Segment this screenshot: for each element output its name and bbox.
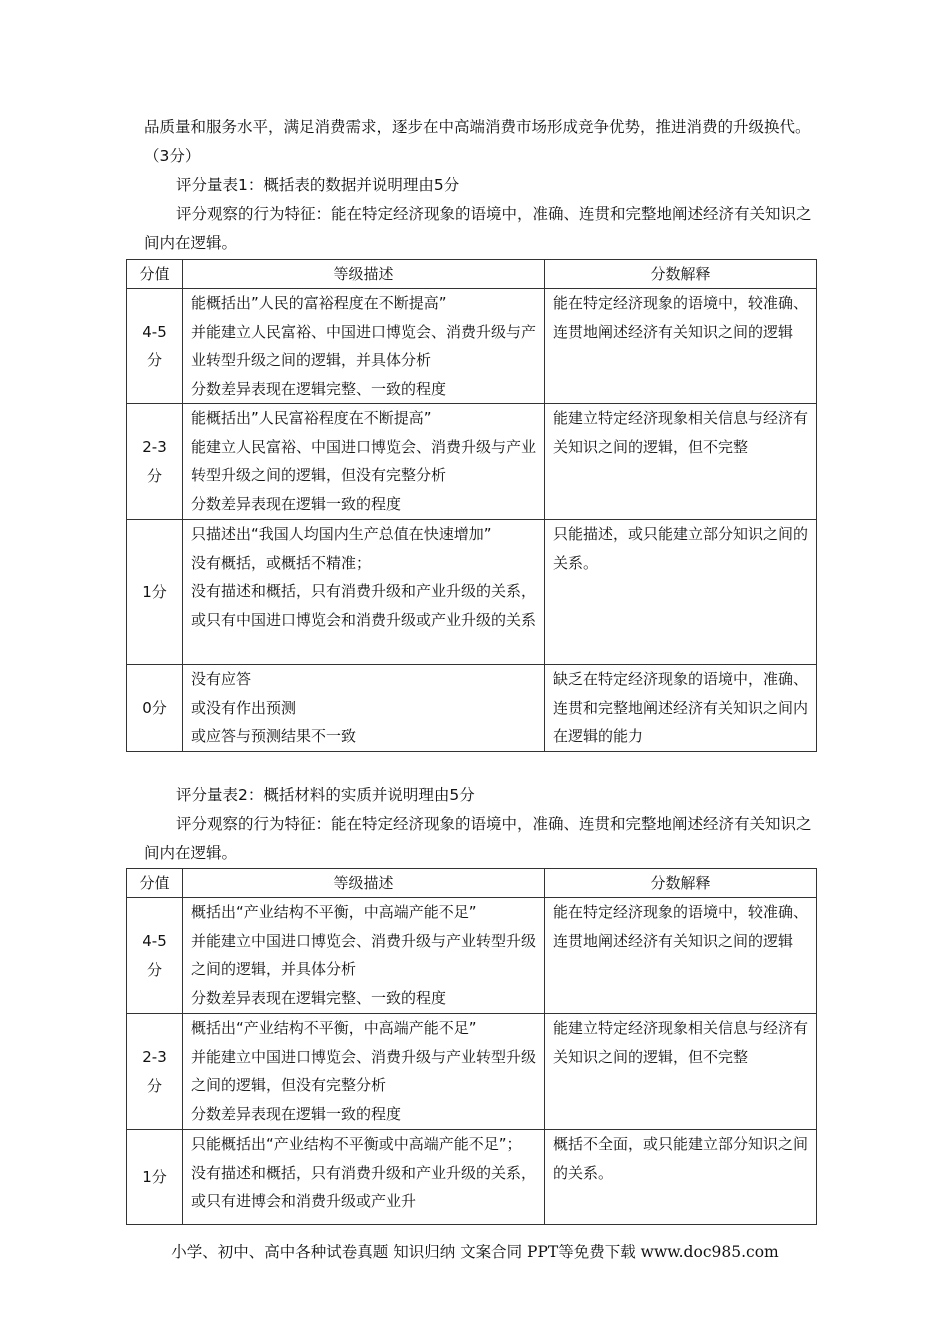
score-cell: [127, 898, 183, 1014]
description-line: 或应答与预测结果不一致: [191, 727, 357, 745]
score-cell: [127, 1130, 183, 1225]
table-header-row: [127, 869, 817, 898]
table-row: [127, 1130, 817, 1225]
description-cell: [183, 404, 545, 520]
rubric-1-behavior: 评分观察的行为特征：能在特定经济现象的语境中，准确、连贯和完整地阐述经济有关知识之间内在逻辑。: [144, 205, 812, 252]
score-text: 分: [146, 351, 162, 369]
description-cell: [183, 520, 545, 665]
page-footer: 小学、初中、高中各种试卷真题 知识归纳 文案合同 PPT等免费下载 www.doc985.com: [171, 1243, 779, 1261]
table-row: [127, 520, 817, 665]
description-line: 分数差异表现在逻辑一致的程度: [191, 1104, 402, 1123]
description-cell: [183, 289, 545, 404]
rubric-table-1: [126, 259, 817, 752]
explanation-cell: [545, 665, 817, 752]
table-header-row: [127, 260, 817, 289]
explanation-text: 能在特定经济现象的语境中，较准确、连贯地阐述经济有关知识之间的逻辑: [553, 294, 809, 341]
explanation-cell: [545, 404, 817, 520]
table-row: [127, 1014, 817, 1130]
score-text: 4-5: [142, 322, 167, 341]
description-line: 能建立人民富裕、中国进口博览会、消费升级与产业转型升级之间的逻辑，但没有完整分析: [191, 437, 537, 484]
table-row: [127, 665, 817, 752]
explanation-text: 能在特定经济现象的语境中，较准确、连贯地阐述经济有关知识之间的逻辑: [553, 903, 809, 950]
description-line: 或没有作出预测: [191, 698, 297, 717]
explanation-text: 能建立特定经济现象相关信息与经济有关知识之间的逻辑，但不完整: [553, 409, 809, 456]
description-cell: [183, 898, 545, 1014]
score-cell: [127, 289, 183, 404]
explanation-cell: [545, 289, 817, 404]
description-line: 只能概括出“产业结构不平衡或中高端产能不足”；没有描述和概括，只有消费升级和产业升级的关系，或只有进博会和消费升级或产业升: [191, 1135, 537, 1210]
description-line: 概括出“产业结构不平衡，中高端产能不足”: [191, 1019, 477, 1037]
score-cell: [127, 665, 183, 752]
description-line: 没有概括，或概括不精准；: [191, 553, 372, 572]
score-text: 1分: [142, 582, 167, 601]
rubric-1-title: 评分量表1：概括表的数据并说明理由5分: [176, 176, 460, 194]
score-text: 分: [146, 466, 162, 485]
description-line: 能概括出”人民富裕程度在不断提高”: [191, 409, 432, 427]
rubric-2-behavior: 评分观察的行为特征：能在特定经济现象的语境中，准确、连贯和完整地阐述经济有关知识之间内在逻辑。: [144, 815, 812, 862]
description-line: 分数差异表现在逻辑完整、一致的程度: [191, 379, 447, 398]
table-row: [127, 289, 817, 404]
rubric-table-2: [126, 868, 817, 1225]
header-score: 分值: [127, 869, 183, 898]
explanation-cell: [545, 520, 817, 665]
score-cell: [127, 1014, 183, 1130]
header-explanation: 分数解释: [545, 869, 817, 898]
description-line: 并能建立中国进口博览会、消费升级与产业转型升级之间的逻辑，但没有完整分析: [191, 1047, 537, 1094]
description-line: 只描述出“我国人均国内生产总值在快速增加”: [191, 525, 492, 543]
score-text: 分: [146, 960, 162, 979]
description-cell: [183, 665, 545, 752]
description-line: 分数差异表现在逻辑一致的程度: [191, 494, 402, 513]
explanation-text: 缺乏在特定经济现象的语境中，准确、连贯和完整地阐述经济有关知识之间内在逻辑的能力: [553, 670, 809, 745]
description-line: 分数差异表现在逻辑完整、一致的程度: [191, 988, 447, 1007]
header-description: 等级描述: [183, 869, 545, 898]
header-score: 分值: [127, 260, 183, 289]
description-line: 概括出“产业结构不平衡，中高端产能不足”: [191, 903, 477, 921]
score-cell: [127, 404, 183, 520]
explanation-text: 只能描述，或只能建立部分知识之间的关系。: [553, 525, 809, 572]
score-text: 分: [146, 1076, 162, 1095]
table-row: [127, 898, 817, 1014]
explanation-cell: [545, 1014, 817, 1130]
answer-paragraph: 品质量和服务水平，满足消费需求，逐步在中高端消费市场形成竞争优势，推进消费的升级换代。（3分）: [144, 118, 811, 165]
rubric-2-title: 评分量表2：概括材料的实质并说明理由5分: [176, 786, 475, 804]
table-row: [127, 404, 817, 520]
score-text: 4-5: [142, 932, 167, 950]
explanation-cell: [545, 1130, 817, 1225]
score-text: 2-3: [142, 1048, 167, 1066]
explanation-text: 能建立特定经济现象相关信息与经济有关知识之间的逻辑，但不完整: [553, 1019, 809, 1066]
score-text: 0分: [142, 698, 167, 717]
description-line: 并能建立人民富裕、中国进口博览会、消费升级与产业转型升级之间的逻辑，并具体分析: [191, 322, 537, 369]
description-cell: [183, 1014, 545, 1130]
description-line: 没有应答: [191, 670, 252, 688]
header-explanation: 分数解释: [545, 260, 817, 289]
description-line: 没有描述和概括，只有消费升级和产业升级的关系，或只有中国进口博览会和消费升级或产业升级的关系: [191, 582, 537, 629]
description-line: 并能建立中国进口博览会、消费升级与产业转型升级之间的逻辑，并具体分析: [191, 931, 537, 978]
explanation-cell: [545, 898, 817, 1014]
score-text: 1分: [142, 1167, 167, 1186]
score-cell: [127, 520, 183, 665]
description-cell: [183, 1130, 545, 1225]
explanation-text: 概括不全面，或只能建立部分知识之间的关系。: [553, 1135, 809, 1182]
description-line: 能概括出”人民的富裕程度在不断提高”: [191, 294, 447, 312]
score-text: 2-3: [142, 438, 167, 456]
header-description: 等级描述: [183, 260, 545, 289]
